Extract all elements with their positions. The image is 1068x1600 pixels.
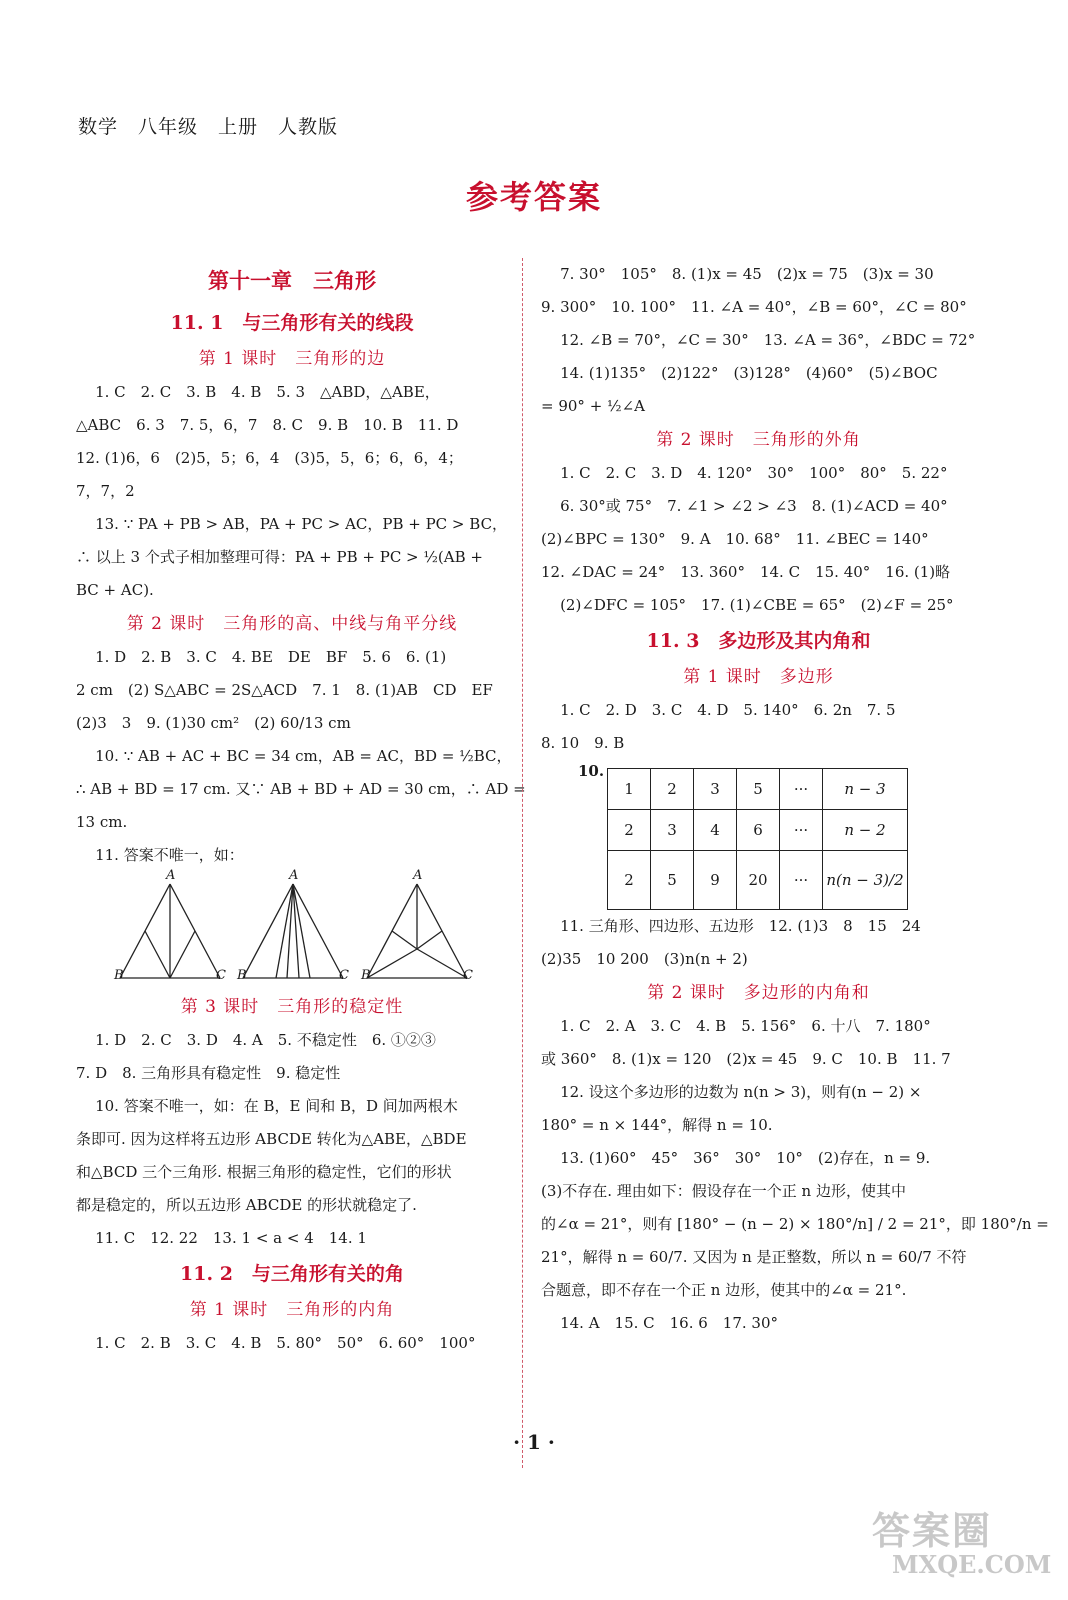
table-cell: 2 [608, 851, 651, 910]
answer-line: 1. C 2. C 3. D 4. 120° 30° 100° 80° 5. 22° [541, 464, 948, 482]
triangle-segment [392, 931, 417, 949]
triangle-figure-3 [367, 884, 467, 978]
answer-line: 13. (1)60° 45° 36° 30° 10° (2)存在，n = 9. [541, 1149, 931, 1167]
answer-line: 1. C 2. B 3. C 4. B 5. 80° 50° 6. 60° 100° [76, 1334, 476, 1352]
page-number: · 1 · [513, 1430, 555, 1454]
answer-line: 1. D 2. C 3. D 4. A 5. 不稳定性 6. ①②③ [76, 1031, 436, 1049]
column-divider [522, 258, 523, 1468]
answer-line: 12. ∠DAC = 24° 13. 360° 14. C 15. 40° 16. (1)略 [541, 563, 951, 581]
answer-line: 12. ∠B = 70°，∠C = 30° 13. ∠A = 36°，∠BDC = 72° [541, 331, 976, 349]
lesson-heading: 第 2 课时 多边形的内角和 [647, 983, 870, 1003]
answer-line: 1. D 2. B 3. C 4. BE DE BF 5. 6 6. (1) [76, 648, 447, 666]
lesson-heading: 第 1 课时 多边形 [683, 667, 834, 687]
lesson-heading: 第 2 课时 三角形的高、中线与角平分线 [126, 614, 458, 634]
answer-line: (2)3 3 9. (1)30 cm² (2) 60/13 cm [76, 714, 351, 732]
answer-line: 12. 设这个多边形的边数为 n(n > 3)，则有(n − 2) × [541, 1083, 922, 1101]
triangle-segment [170, 931, 195, 978]
table-cell: 3 [651, 810, 694, 851]
answer-line: 的∠α = 21°，则有 [180° − (n − 2) × 180°/n] / 2 = 21°，即 180°/n = [541, 1215, 1049, 1233]
answer-line: 2 cm (2) S△ABC = 2S△ACD 7. 1 8. (1)AB CD EF [76, 681, 493, 699]
vertex-label: A [413, 868, 423, 883]
answer-line: BC + AC). [76, 581, 154, 599]
table-cell: 2 [608, 810, 651, 851]
answer-line: 7. D 8. 三角形具有稳定性 9. 稳定性 [76, 1064, 341, 1082]
answer-table-block [541, 760, 976, 910]
watermark-logo [872, 1500, 1052, 1590]
table-cell: 4 [694, 810, 737, 851]
answer-line: 和△BCD 三个三角形. 根据三角形的稳定性，它们的形状 [76, 1163, 452, 1181]
answer-line: 6. 30°或 75° 7. ∠1 > ∠2 > ∠3 8. (1)∠ACD = 40° [541, 497, 948, 515]
section-heading: 11. 1 与三角形有关的线段 [170, 312, 414, 334]
answer-line: 都是稳定的，所以五边形 ABCDE 的形状就稳定了. [76, 1196, 417, 1214]
watermark-url: MXQE.COM [892, 1550, 1052, 1579]
question-number: 10. [578, 762, 605, 780]
triangle-segment [243, 884, 293, 978]
answer-line: = 90° + ½∠A [541, 397, 645, 415]
table-cell: n − 2 [823, 810, 908, 851]
lesson-heading: 第 1 课时 三角形的内角 [189, 1300, 395, 1320]
answer-table [607, 768, 908, 910]
vertex-label: C [463, 968, 473, 983]
answer-line: △ABC 6. 3 7. 5，6，7 8. C 9. B 10. B 11. D [76, 416, 459, 434]
chapter-heading: 第十一章 三角形 [208, 268, 376, 293]
book-header: 数学 八年级 上册 人教版 [78, 116, 339, 138]
triangle-segment [293, 884, 343, 978]
vertex-label: B [237, 968, 247, 983]
answer-line: ∴ AB + BD = 17 cm. 又∵ AB + BD + AD = 30 cm，∴ AD = [76, 780, 526, 798]
triangle-figure-2 [243, 884, 343, 978]
table-row [608, 810, 908, 851]
answer-line: 13 cm. [76, 813, 128, 831]
section-heading: 11. 2 与三角形有关的角 [180, 1263, 404, 1285]
answer-line: 合题意，即不存在一个正 n 边形，使其中的∠α = 21°. [541, 1281, 907, 1299]
table-cell: 3 [694, 769, 737, 810]
vertex-label: A [166, 868, 176, 883]
vertex-label: C [339, 968, 349, 983]
answer-line: 13. ∵ PA + PB > AB，PA + PC > AC，PB + PC > BC， [76, 515, 508, 533]
lesson-heading: 第 1 课时 三角形的边 [198, 349, 386, 369]
page-title: 参考答案 [465, 178, 602, 216]
answer-line: 10. 答案不唯一，如：在 B，E 间和 B，D 间加两根木 [76, 1097, 458, 1115]
answer-line: 11. 三角形、四边形、五边形 12. (1)3 8 15 24 [541, 917, 921, 935]
vertex-label: A [289, 868, 299, 883]
table-row [608, 851, 908, 910]
answer-line: 8. 10 9. B [541, 734, 625, 752]
answer-line: (3)不存在. 理由如下：假设存在一个正 n 边形，使其中 [541, 1182, 906, 1200]
answer-line: 180° = n × 144°，解得 n = 10. [541, 1116, 773, 1134]
watermark-text: 答案圈 [872, 1508, 993, 1553]
triangle-figures [76, 868, 508, 990]
table-cell: ··· [780, 769, 823, 810]
answer-line: 14. A 15. C 16. 6 17. 30° [541, 1314, 779, 1332]
vertex-label: B [114, 968, 124, 983]
table-cell: ··· [780, 810, 823, 851]
vertex-label: B [361, 968, 371, 983]
answer-line: 1. C 2. A 3. C 4. B 5. 156° 6. 十八 7. 180° [541, 1017, 931, 1035]
answer-line: 7，7，2 [76, 482, 135, 500]
table-cell: 5 [737, 769, 780, 810]
section-heading: 11. 3 多边形及其内角和 [646, 630, 871, 652]
answer-line: 11. 答案不唯一，如： [76, 846, 244, 864]
table-cell: 2 [651, 769, 694, 810]
triangle-diagrams [76, 872, 508, 990]
lesson-heading: 第 2 课时 三角形的外角 [656, 430, 861, 450]
table-row [608, 769, 908, 810]
answer-line: (2)35 10 200 (3)n(n + 2) [541, 950, 748, 968]
answer-line: ∴ 以上 3 个式子相加整理可得：PA + PB + PC > ½(AB + [76, 548, 483, 566]
answer-line: 11. C 12. 22 13. 1 < a < 4 14. 1 [76, 1229, 367, 1247]
table-cell: 9 [694, 851, 737, 910]
table-cell: 6 [737, 810, 780, 851]
table-cell: n − 3 [823, 769, 908, 810]
table-cell: ··· [780, 851, 823, 910]
answer-line: 1. C 2. C 3. B 4. B 5. 3 △ABD，△ABE， [76, 383, 440, 401]
triangle-figure-1 [120, 884, 220, 978]
answer-line: 或 360° 8. (1)x = 120 (2)x = 45 9. C 10. B 11. 7 [541, 1050, 951, 1068]
table-cell: n(n − 3)/2 [823, 851, 908, 910]
answer-line: (2)∠BPC = 130° 9. A 10. 68° 11. ∠BEC = 140° [541, 530, 929, 548]
answer-line: 14. (1)135° (2)122° (3)128° (4)60° (5)∠BOC [541, 364, 938, 382]
answer-line: 21°，解得 n = 60/7. 又因为 n 是正整数，所以 n = 60/7 不符 [541, 1248, 967, 1266]
table-cell: 20 [737, 851, 780, 910]
answer-line: (2)∠DFC = 105° 17. (1)∠CBE = 65° (2)∠F = 25° [541, 596, 954, 614]
answer-line: 9. 300° 10. 100° 11. ∠A = 40°，∠B = 60°，∠C = 80° [541, 298, 967, 316]
table-cell: 1 [608, 769, 651, 810]
left-column [76, 258, 526, 1360]
right-column [541, 258, 1049, 1340]
vertex-label: C [216, 968, 226, 983]
answer-line: 10. ∵ AB + AC + BC = 34 cm，AB = AC，BD = ½BC， [76, 747, 512, 765]
answer-line: 1. C 2. D 3. C 4. D 5. 140° 6. 2n 7. 5 [541, 701, 896, 719]
answer-line: 7. 30° 105° 8. (1)x = 45 (2)x = 75 (3)x = 30 [541, 265, 934, 283]
triangle-segment [417, 931, 442, 949]
lesson-heading: 第 3 课时 三角形的稳定性 [180, 997, 404, 1017]
table-cell: 5 [651, 851, 694, 910]
triangle-segment [145, 931, 170, 978]
answer-line: 12. (1)6，6 (2)5，5；6，4 (3)5，5，6；6，6，4； [76, 449, 463, 467]
answer-line: 条即可. 因为这样将五边形 ABCDE 转化为△ABE，△BDE [76, 1130, 467, 1148]
